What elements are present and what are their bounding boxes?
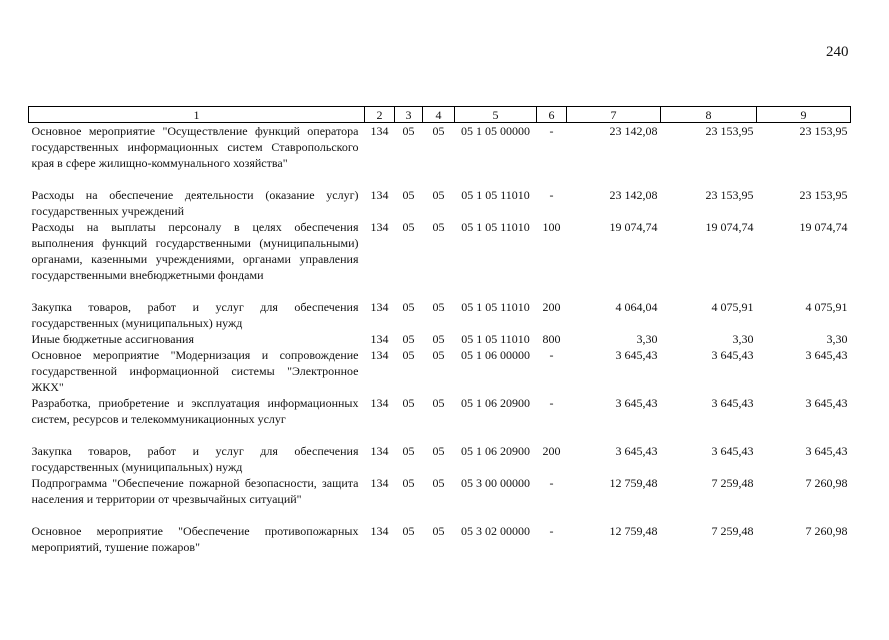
cell-amount-col8: 23 153,95 (705, 188, 754, 202)
cell-expense-type: - (549, 524, 554, 538)
cell-subsection: 05 (432, 444, 445, 458)
table-row (29, 219, 851, 299)
cell-amount-col7: 3,30 (636, 332, 658, 346)
cell-target-article: 05 1 06 20900 (461, 444, 530, 458)
cell-amount-col8: 3 645,43 (711, 396, 754, 410)
cell-subsection: 05 (432, 220, 445, 234)
row-description: Закупка товаров, работ и услуг для обеспечения государственных (муниципальных) нужд (31, 300, 359, 330)
cell-amount-col9: 3 645,43 (805, 348, 848, 362)
cell-target-article: 05 1 05 11010 (461, 332, 530, 346)
cell-target-article: 05 1 05 11010 (461, 220, 530, 234)
cell-admin-code: 134 (370, 348, 389, 362)
table-row (29, 395, 851, 443)
table-row (29, 475, 851, 523)
column-header: 2 (365, 107, 395, 123)
cell-expense-type: - (549, 188, 554, 202)
row-description: Иные бюджетные ассигнования (31, 332, 194, 346)
cell-subsection: 05 (432, 300, 445, 314)
row-description: Расходы на выплаты персоналу в целях обеспечения выполнения функций государственными (муниципальными) органами, казенными учреждениями, органами управления государственными внебюджетными фондами (31, 220, 359, 282)
column-header: 8 (661, 107, 757, 123)
cell-expense-type: 200 (542, 444, 561, 458)
row-description: Подпрограмма "Обеспечение пожарной безопасности, защита населения и территории от чрезвычайных ситуаций" (31, 476, 359, 506)
cell-expense-type: 200 (542, 300, 561, 314)
cell-section: 05 (402, 188, 415, 202)
cell-admin-code: 134 (370, 188, 389, 202)
cell-amount-col8: 23 153,95 (705, 124, 754, 138)
cell-amount-col9: 7 260,98 (805, 476, 848, 490)
cell-amount-col8: 4 075,91 (711, 300, 754, 314)
table-row (29, 523, 851, 555)
cell-target-article: 05 1 05 00000 (461, 124, 530, 138)
row-description: Основное мероприятие "Модернизация и сопровождение государственной информационной системы "Электронное ЖКХ" (31, 348, 359, 394)
cell-admin-code: 134 (370, 476, 389, 490)
budget-table (28, 106, 851, 555)
cell-amount-col7: 23 142,08 (609, 188, 658, 202)
page-number: 240 (826, 44, 849, 60)
table-row (29, 347, 851, 395)
cell-section: 05 (402, 220, 415, 234)
cell-admin-code: 134 (370, 332, 389, 346)
cell-subsection: 05 (432, 188, 445, 202)
cell-amount-col9: 23 153,95 (799, 188, 848, 202)
cell-amount-col8: 3 645,43 (711, 444, 754, 458)
cell-target-article: 05 1 05 11010 (461, 300, 530, 314)
cell-amount-col9: 7 260,98 (805, 524, 848, 538)
cell-expense-type: - (549, 476, 554, 490)
cell-amount-col8: 7 259,48 (711, 476, 754, 490)
cell-amount-col7: 3 645,43 (615, 348, 658, 362)
cell-admin-code: 134 (370, 124, 389, 138)
cell-section: 05 (402, 476, 415, 490)
cell-amount-col9: 23 153,95 (799, 124, 848, 138)
cell-subsection: 05 (432, 396, 445, 410)
cell-expense-type: - (549, 348, 554, 362)
cell-section: 05 (402, 332, 415, 346)
table-row (29, 443, 851, 475)
cell-amount-col7: 23 142,08 (609, 124, 658, 138)
cell-amount-col9: 3 645,43 (805, 396, 848, 410)
row-description: Расходы на обеспечение деятельности (оказание услуг) государственных учреждений (31, 188, 359, 218)
table-row (29, 187, 851, 219)
cell-subsection: 05 (432, 348, 445, 362)
row-description: Закупка товаров, работ и услуг для обеспечения государственных (муниципальных) нужд (31, 444, 359, 474)
cell-admin-code: 134 (370, 300, 389, 314)
cell-target-article: 05 1 06 20900 (461, 396, 530, 410)
row-description: Основное мероприятие "Осуществление функций оператора государственных информационных систем Ставропольского края в сфере жилищно-коммунального хозяйства" (31, 124, 359, 170)
column-header: 5 (455, 107, 537, 123)
cell-amount-col7: 4 064,04 (615, 300, 658, 314)
cell-section: 05 (402, 524, 415, 538)
column-header: 6 (537, 107, 567, 123)
cell-amount-col9: 4 075,91 (805, 300, 848, 314)
header-row (29, 107, 851, 123)
column-header: 3 (395, 107, 423, 123)
cell-section: 05 (402, 396, 415, 410)
column-header: 9 (757, 107, 851, 123)
cell-amount-col8: 19 074,74 (705, 220, 754, 234)
cell-amount-col7: 3 645,43 (615, 444, 658, 458)
column-header: 7 (567, 107, 661, 123)
cell-admin-code: 134 (370, 444, 389, 458)
cell-amount-col7: 12 759,48 (609, 524, 658, 538)
cell-target-article: 05 1 05 11010 (461, 188, 530, 202)
table-row (29, 123, 851, 188)
row-description: Основное мероприятие "Обеспечение противопожарных мероприятий, тушение пожаров" (31, 524, 359, 554)
cell-target-article: 05 3 00 00000 (461, 476, 530, 490)
cell-subsection: 05 (432, 124, 445, 138)
cell-admin-code: 134 (370, 524, 389, 538)
cell-section: 05 (402, 300, 415, 314)
cell-expense-type: - (549, 396, 554, 410)
cell-section: 05 (402, 124, 415, 138)
column-header: 1 (29, 107, 365, 123)
cell-amount-col8: 7 259,48 (711, 524, 754, 538)
cell-amount-col9: 3 645,43 (805, 444, 848, 458)
cell-target-article: 05 3 02 00000 (461, 524, 530, 538)
cell-amount-col7: 12 759,48 (609, 476, 658, 490)
cell-amount-col8: 3 645,43 (711, 348, 754, 362)
cell-target-article: 05 1 06 00000 (461, 348, 530, 362)
cell-amount-col9: 3,30 (826, 332, 848, 346)
cell-amount-col7: 19 074,74 (609, 220, 658, 234)
cell-subsection: 05 (432, 524, 445, 538)
cell-expense-type: - (549, 124, 554, 138)
table-row (29, 331, 851, 347)
cell-section: 05 (402, 444, 415, 458)
cell-section: 05 (402, 348, 415, 362)
cell-subsection: 05 (432, 476, 445, 490)
table-row (29, 299, 851, 331)
column-header: 4 (423, 107, 455, 123)
cell-subsection: 05 (432, 332, 445, 346)
cell-amount-col8: 3,30 (732, 332, 754, 346)
cell-amount-col7: 3 645,43 (615, 396, 658, 410)
cell-amount-col9: 19 074,74 (799, 220, 848, 234)
cell-expense-type: 100 (542, 220, 561, 234)
cell-expense-type: 800 (542, 332, 561, 346)
cell-admin-code: 134 (370, 220, 389, 234)
cell-admin-code: 134 (370, 396, 389, 410)
row-description: Разработка, приобретение и эксплуатация информационных систем, ресурсов и телекоммуникационных услуг (31, 396, 359, 426)
